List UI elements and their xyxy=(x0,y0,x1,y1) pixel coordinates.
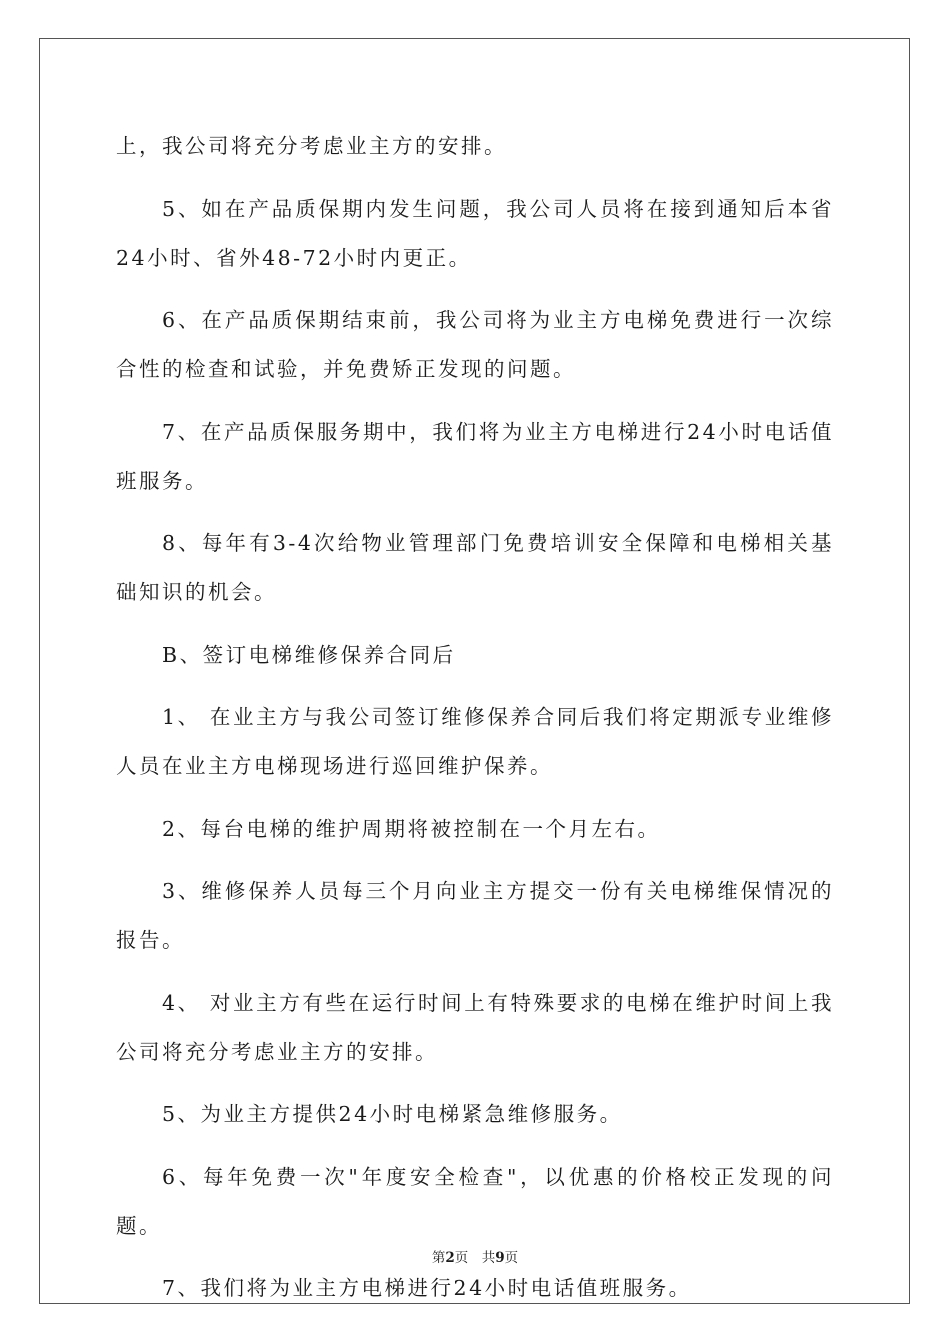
paragraph-item-a6: 6、在产品质保期结束前，我公司将为业主方电梯免费进行一次综合性的检查和试验，并免费矫正发现的问题。 xyxy=(116,308,834,381)
page-number-total: 9 xyxy=(495,1250,505,1266)
page-number-prefix: 第 xyxy=(431,1250,446,1266)
paragraph-item-b7: 7、我们将为业主方电梯进行24小时电话值班服务。 xyxy=(162,1276,692,1300)
document-body xyxy=(116,122,834,1327)
page-number-mid: 页 共 xyxy=(454,1250,496,1266)
paragraph-item-b5: 5、为业主方提供24小时电梯紧急维修服务。 xyxy=(162,1102,623,1126)
paragraph-item-b3: 3、维修保养人员每三个月向业主方提交一份有关电梯维保情况的报告。 xyxy=(116,879,834,952)
paragraph-item-b6: 6、每年免费一次"年度安全检查"，以优惠的价格校正发现的问题。 xyxy=(116,1164,834,1238)
paragraph-item-b1: 1、 在业主方与我公司签订维修保养合同后我们将定期派专业维修人员在业主方电梯现场进行巡回维护保养。 xyxy=(116,705,834,778)
paragraph-continuation: 上，我公司将充分考虑业主方的安排。 xyxy=(116,134,507,158)
page-number-current: 2 xyxy=(445,1250,455,1266)
paragraph-item-a7: 7、在产品质保服务期中，我们将为业主方电梯进行24小时电话值班服务。 xyxy=(116,419,834,493)
page-number-suffix: 页 xyxy=(504,1250,519,1266)
paragraph-item-b4: 4、 对业主方有些在运行时间上有特殊要求的电梯在维护时间上我公司将充分考虑业主方的安排。 xyxy=(116,990,834,1064)
paragraph-item-a8: 8、每年有3-4次给物业管理部门免费培训安全保障和电梯相关基础知识的机会。 xyxy=(116,531,834,604)
page-footer xyxy=(0,1246,950,1266)
section-heading-b: B、签订电梯维修保养合同后 xyxy=(162,642,456,667)
paragraph-item-b2: 2、每台电梯的维护周期将被控制在一个月左右。 xyxy=(162,816,661,841)
paragraph-item-a5: 5、如在产品质保期内发生问题，我公司人员将在接到通知后本省24小时、省外48-72小时内更正。 xyxy=(116,196,834,270)
